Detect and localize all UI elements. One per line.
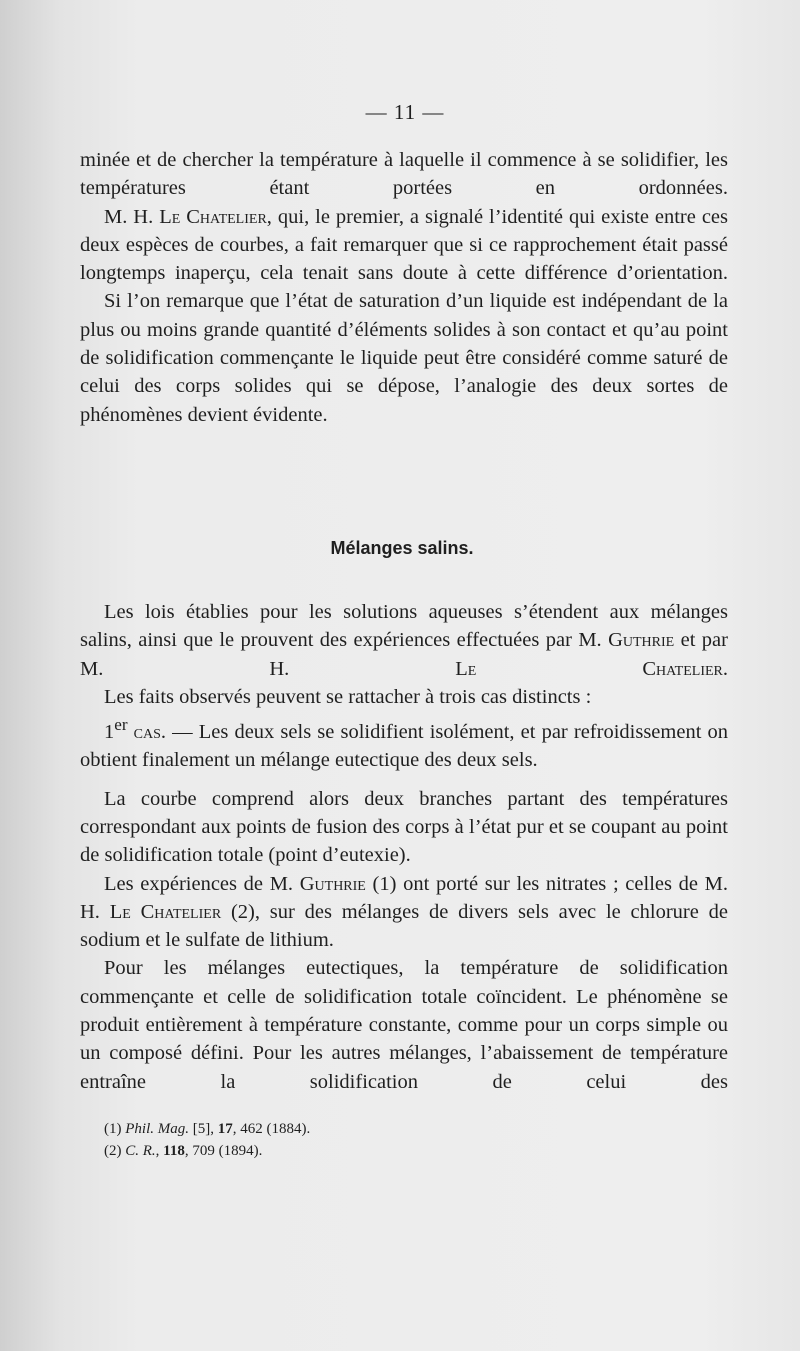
- text-run: M. H.: [104, 205, 160, 228]
- case-superscript: er: [114, 715, 128, 735]
- author-name: Guthrie: [299, 872, 366, 895]
- footnotes: [104, 1118, 604, 1162]
- text-block-bottom: [80, 598, 728, 1096]
- paragraph-premier-cas: [80, 711, 728, 774]
- paragraph-saturation: Si l’on remarque que l’état de saturation d’un liquide est indépendant de la plus ou moins grande quantité d’éléments solides à son contact et qu’au point de solidification commençante le liquide peut être considéré comme saturé de celui des corps solides qui se dépose, l’analogie des deux sortes de phénomènes devient évidente.: [80, 290, 728, 426]
- text-run: ,: [155, 1143, 164, 1159]
- text-run: , qui, le premier, a signalé l’identité qui existe entre ces deux espèces de courbes, a fait remarquer que si ce rapprochement était passé longtemps inaperçu, cela tenait sans doute à cette différence d’orientation.: [80, 205, 728, 285]
- text-run: (2), sur des mélanges de divers sels avec le chlorure de sodium et le sulfate de lithium.: [80, 900, 728, 952]
- text-run: .: [722, 657, 728, 680]
- text-run: et par M. H.: [80, 629, 728, 680]
- journal-title: C. R.: [125, 1143, 156, 1159]
- footnote-mark: (1): [104, 1121, 126, 1137]
- paragraph-continuation: minée et de chercher la température à laquelle il commence à se solidifier, les températures étant portées en ordonnées.: [80, 149, 728, 200]
- text-run: Les expériences de M.: [104, 872, 300, 895]
- volume-number: 17: [217, 1121, 233, 1137]
- case-number: 1: [104, 721, 115, 744]
- footnote: [104, 1118, 604, 1140]
- footnote: [104, 1140, 604, 1162]
- text-run: , 462 (1884).: [232, 1121, 311, 1137]
- page-number: — 11 —: [365, 100, 445, 124]
- text-run: — Les deux sels se solidifient isolément, et par refroidissement on obtient finalement un mélange eutectique des deux sels.: [80, 721, 728, 772]
- journal-title: Phil. Mag.: [125, 1121, 189, 1137]
- paragraph-lois: [80, 598, 728, 683]
- case-label: cas.: [127, 721, 167, 744]
- text-run: (1) ont porté sur les nitrates ; celles de M. H.: [80, 872, 729, 923]
- text-block-top: [80, 146, 728, 429]
- author-name: Le Chatelier: [109, 900, 222, 923]
- text-run: Les lois établies pour les solutions aqueuses s’étendent aux mélanges salins, ainsi que le prouvent des expériences effectuées par M.: [80, 601, 728, 652]
- volume-number: 118: [163, 1143, 185, 1159]
- author-name: Le Chatelier: [159, 205, 267, 228]
- paragraph-le-chatelier: [80, 203, 728, 288]
- footnote-mark: (2): [104, 1143, 126, 1159]
- paragraph-eutectiques: Pour les mélanges eutectiques, la température de solidification commençante et celle de solidification totale coïncident. Le phénomène se produit entièrement à température constante, comme pour un corps simple ou un composé défini. Pour les autres mélanges, l’abaissement de température entraîne la solidification de celui des: [80, 957, 728, 1093]
- text-run: , 709 (1894).: [184, 1143, 263, 1159]
- paragraph-faits: Les faits observés peuvent se rattacher à trois cas distincts :: [104, 685, 592, 708]
- author-name: Guthrie: [608, 629, 675, 652]
- text-run: [5],: [189, 1121, 218, 1137]
- section-heading: Mélanges salins.: [330, 538, 474, 558]
- author-name: Le Chatelier: [455, 657, 723, 680]
- paragraph-experiences: [80, 870, 728, 955]
- paragraph-courbe: La courbe comprend alors deux branches partant des températures correspondant aux points de fusion des corps à l’état pur et se coupant au point de solidification totale (point d’eutexie).: [80, 787, 728, 867]
